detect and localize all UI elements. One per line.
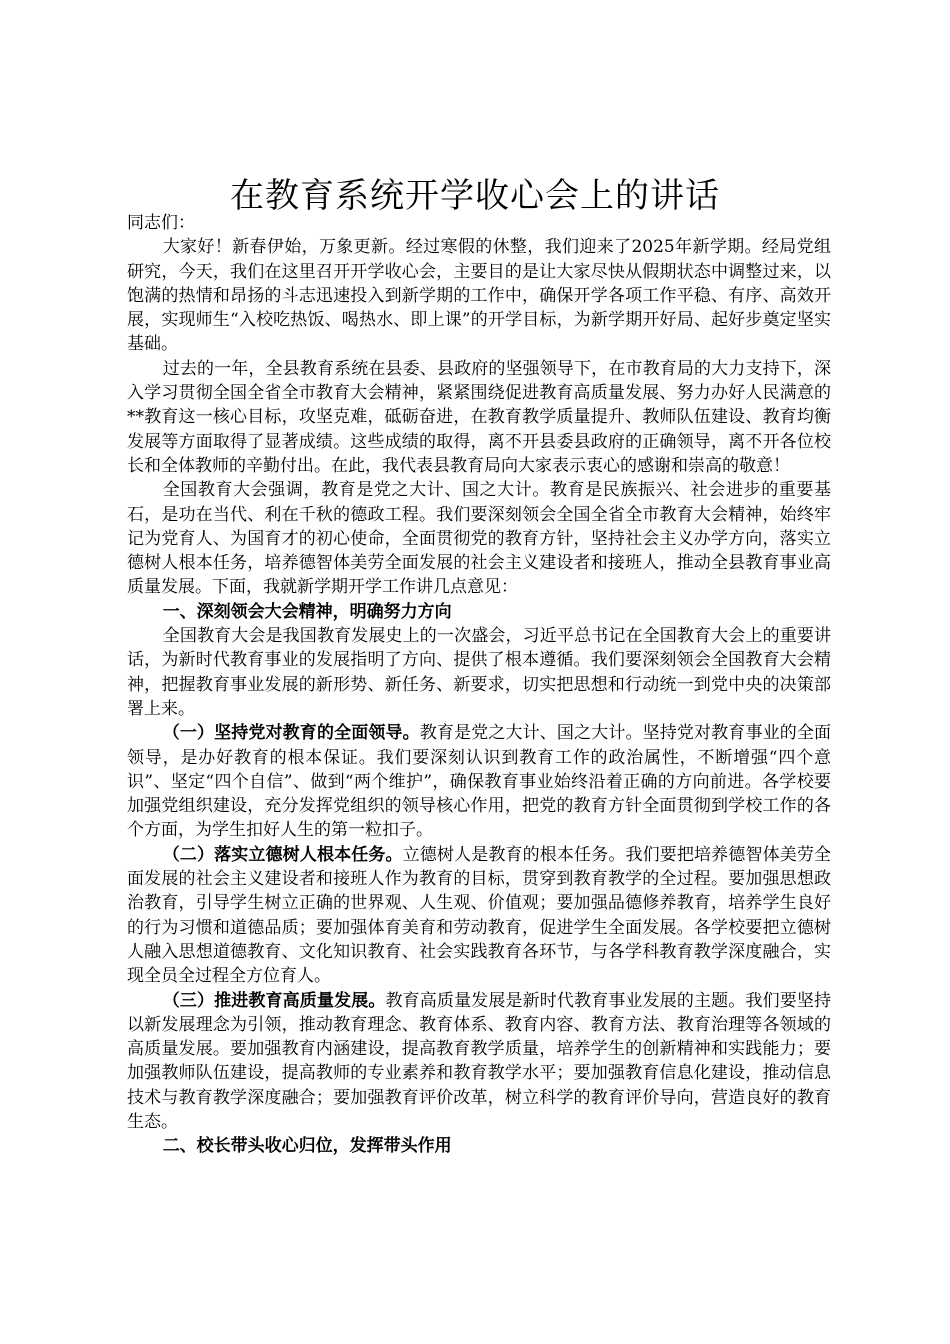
paragraph: [127, 624, 831, 721]
document-body: [127, 211, 831, 1159]
subsection-lead: （二）落实立德树人根本任务。: [162, 844, 403, 865]
paragraph: [127, 843, 831, 989]
section-heading: [127, 600, 831, 624]
salutation: 同志们：: [127, 213, 195, 233]
section-heading: [127, 1134, 831, 1158]
paragraph: [127, 357, 831, 478]
document-title: 在教育系统开学收心会上的讲话: [230, 176, 720, 216]
section-heading-text: 二、校长带头收心归位，发挥带头作用: [162, 1136, 452, 1157]
paragraph-text: 教育是党之大计、国之大计。坚持党对教育事业的全面领导，是办好教育的根本保证。我们要深刻认识到教育工作的政治属性，不断增强“四个意识”、坚定“四个自信”、做到“两个维护”，确保教育事业始终沿着正确的方向前进。各学校要加强党组织建设，充分发挥党组织的领导核心作用，把党的教育方针全面贯彻到学校工作的各个方面，为学生扣好人生的第一粒扣子。: [127, 723, 832, 841]
paragraph-text: 过去的一年，全县教育系统在县委、县政府的坚强领导下，在市教育局的大力支持下，深入学习贯彻全国全省全市教育大会精神，紧紧围绕促进教育高质量发展、努力办好人民满意的**教育这一核心目标，攻坚克难，砥砺奋进，在教育教学质量提升、教师队伍建设、教育均衡发展等方面取得了显著成绩。这些成绩的取得，离不开县委县政府的正确领导，离不开各位校长和全体教师的辛勤付出。在此，我代表县教育局向大家表示衷心的感谢和崇高的敬意！: [127, 358, 831, 476]
subsection-lead: （一）坚持党对教育的全面领导。: [162, 723, 420, 744]
paragraph: [127, 989, 831, 1135]
paragraph: [127, 721, 831, 842]
paragraph-text: 立德树人是教育的根本任务。我们要把培养德智体美劳全面发展的社会主义建设者和接班人作为教育的目标，贯穿到教育教学的全过程。要加强思想政治教育，引导学生树立正确的世界观、人生观、价值观；要加强品德修养教育，培养学生良好的行为习惯和道德品质；要加强体育美育和劳动教育，促进学生全面发展。各学校要把立德树人融入思想道德教育、文化知识教育、社会实践教育各环节，与各学科教育教学深度融合，实现全员全过程全方位育人。: [127, 844, 832, 987]
paragraph-text: 教育高质量发展是新时代教育事业发展的主题。我们要坚持以新发展理念为引领，推动教育理念、教育体系、教育内容、教育方法、教育治理等各领域的高质量发展。要加强教育内涵建设，提高教育教学质量，培养学生的创新精神和实践能力；要加强教师队伍建设，提高教师的专业素养和教育教学水平；要加强教育信息化建设，推动信息技术与教育教学深度融合；要加强教育评价改革，树立科学的教育评价导向，营造良好的教育生态。: [127, 990, 832, 1132]
paragraph: [127, 235, 831, 356]
paragraph-text: 全国教育大会强调，教育是党之大计、国之大计。教育是民族振兴、社会进步的重要基石，是功在当代、利在千秋的德政工程。我们要深刻领会全国全省全市教育大会精神，始终牢记为党育人、为国育才的初心使命，全面贯彻党的教育方针，坚持社会主义办学方向，落实立德树人根本任务，培养德智体美劳全面发展的社会主义建设者和接班人，推动全县教育事业高质量发展。下面，我就新学期开学工作讲几点意见：: [127, 480, 831, 598]
paragraph-text: 全国教育大会是我国教育发展史上的一次盛会，习近平总书记在全国教育大会上的重要讲话，为新时代教育事业的发展指明了方向、提供了根本遵循。我们要深刻领会全国教育大会精神，把握教育事业发展的新形势、新任务、新要求，切实把思想和行动统一到党中央的决策部署上来。: [127, 626, 831, 719]
paragraph-text: 大家好！新春伊始，万象更新。经过寒假的休整，我们迎来了2025年新学期。经局党组研究，今天，我们在这里召开开学收心会，主要目的是让大家尽快从假期状态中调整过来，以饱满的热情和昂扬的斗志迅速投入到新学期的工作中，确保开学各项工作平稳、有序、高效开展，实现师生“入校吃热饭、喝热水、即上课”的开学目标，为新学期开好局、起好步奠定坚实基础。: [127, 237, 831, 355]
paragraph: [127, 478, 831, 599]
section-heading-text: 一、深刻领会大会精神，明确努力方向: [162, 601, 452, 622]
subsection-lead: （三）推进教育高质量发展。: [162, 990, 386, 1011]
